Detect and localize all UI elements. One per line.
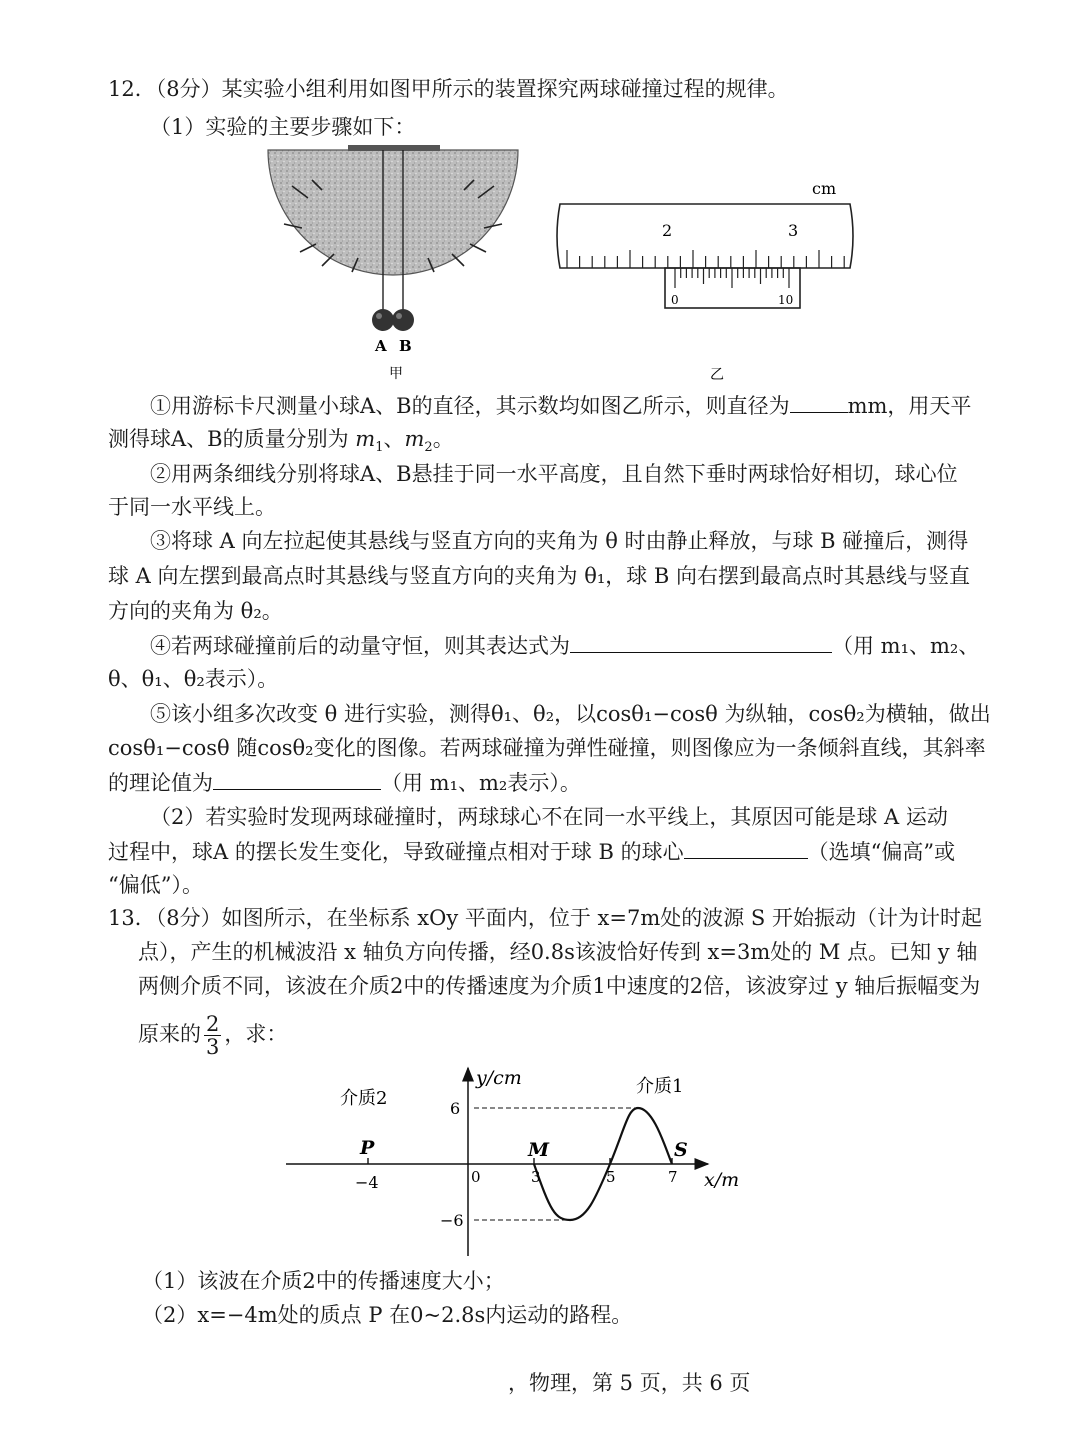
ball-a: [372, 309, 394, 331]
answer-blank-offset[interactable]: [684, 836, 808, 859]
vernier-label-10: 10: [778, 293, 794, 307]
step1-line1: ①用游标卡尺测量小球A、B的直径，其示数均如图乙所示，则直径为 mm，用天平: [150, 390, 971, 421]
main-label-3: 3: [788, 221, 799, 240]
vernier-label-0: 0: [671, 293, 679, 307]
step5-line1: ⑤该小组多次改变 θ 进行实验，测得θ₁、θ₂，以cosθ₁−cosθ 为纵轴，cosθ₂为横轴，做出: [150, 702, 991, 726]
label-medium1: 介质1: [636, 1076, 684, 1097]
label-a: A: [375, 337, 387, 355]
step5-line2: cosθ₁−cosθ 随cosθ₂变化的图像。若两球碰撞为弹性碰撞，则图像应为一条倾斜直线，其斜率: [108, 736, 986, 760]
q13-line4: 原来的 $\frac{2}{3}$ ，求：: [138, 1012, 288, 1059]
label-medium2: 介质2: [340, 1088, 388, 1109]
step3-line3: 方向的夹角为 θ₂。: [108, 599, 283, 623]
step1-line2: 测得球A、B的质量分别为 $m_1$、$m_2$。: [108, 427, 454, 455]
step4-line1: ④若两球碰撞前后的动量守恒，则其表达式为 （用 m₁、m₂、: [150, 630, 979, 661]
label-x-axis: x/m: [704, 1169, 740, 1191]
unit-cm: cm: [812, 179, 837, 198]
q13-line3: 两侧介质不同，该波在介质2中的传播速度为介质1中速度的2倍，该波穿过 y 轴后振幅变为: [138, 974, 981, 998]
step4-line2: θ、θ₁、θ₂表示）。: [108, 667, 279, 691]
q12-sub1: （1）实验的主要步骤如下：: [150, 115, 416, 139]
sub2-line1: （2）若实验时发现两球碰撞时，两球球心不在同一水平线上，其原因可能是球 A 运动: [150, 805, 948, 829]
tick-y-6: 6: [450, 1099, 461, 1118]
ball-b: [392, 309, 414, 331]
label-yi: 乙: [710, 367, 724, 383]
fraction-two-thirds: $\frac{2}{3}$: [206, 1012, 220, 1059]
tick-x-5: 5: [606, 1168, 616, 1186]
tick-x-7: 7: [668, 1168, 678, 1186]
q13-sub1: （1）该波在介质2中的传播速度大小；: [142, 1269, 505, 1293]
point-s: S: [674, 1139, 688, 1161]
answer-blank-slope[interactable]: [213, 767, 381, 790]
q13-line2: 点），产生的机械波沿 x 轴负方向传播，经0.8s该波恰好传到 x=3m处的 M 点。已知 y 轴: [138, 940, 978, 964]
tick-origin: 0: [471, 1168, 481, 1186]
label-jia: 甲: [389, 366, 403, 382]
q13-sub2: （2）x=−4m处的质点 P 在0~2.8s内运动的路程。: [142, 1303, 633, 1327]
step2-line1: ②用两条细线分别将球A、B悬挂于同一水平高度，且自然下垂时两球恰好相切，球心位: [150, 462, 958, 486]
point-p: P: [360, 1137, 375, 1159]
label-y-axis: y/cm: [476, 1067, 522, 1089]
wave-graph: [280, 1060, 760, 1260]
step3-line1: ③将球 A 向左拉起使其悬线与竖直方向的夹角为 θ 时由静止释放，与球 B 碰撞后，测得: [150, 529, 969, 553]
q13-line1: 13．（8分）如图所示，在坐标系 xOy 平面内，位于 x=7m处的波源 S 开始振动（计为计时起: [108, 906, 982, 930]
main-label-2: 2: [662, 221, 673, 240]
tick-y-neg6: −6: [440, 1211, 464, 1230]
answer-blank-diameter[interactable]: [790, 390, 848, 413]
q12-header: 12．（8分）某实验小组利用如图甲所示的装置探究两球碰撞过程的规律。: [108, 77, 789, 101]
tick-x-3: 3: [531, 1168, 541, 1186]
step3-line2: 球 A 向左摆到最高点时其悬线与竖直方向的夹角为 θ₁，球 B 向右摆到最高点时其悬线与竖直: [108, 564, 971, 588]
step2-line2: 于同一水平线上。: [108, 495, 276, 519]
label-b: B: [399, 337, 412, 355]
answer-blank-momentum[interactable]: [570, 630, 832, 653]
step5-line3: 的理论值为 （用 m₁、m₂表示）。: [108, 767, 581, 798]
figure-jia: [262, 140, 524, 390]
tick-x-neg4: −4: [355, 1173, 379, 1192]
sub2-line3: “偏低”）。: [108, 873, 203, 897]
figure-yi: [550, 172, 862, 387]
page-footer: ，物理，第 5 页，共 6 页: [508, 1371, 751, 1395]
sub2-line2: 过程中，球A 的摆长发生变化，导致碰撞点相对于球 B 的球心 （选填“偏高”或: [108, 836, 955, 867]
point-m: M: [528, 1139, 550, 1161]
